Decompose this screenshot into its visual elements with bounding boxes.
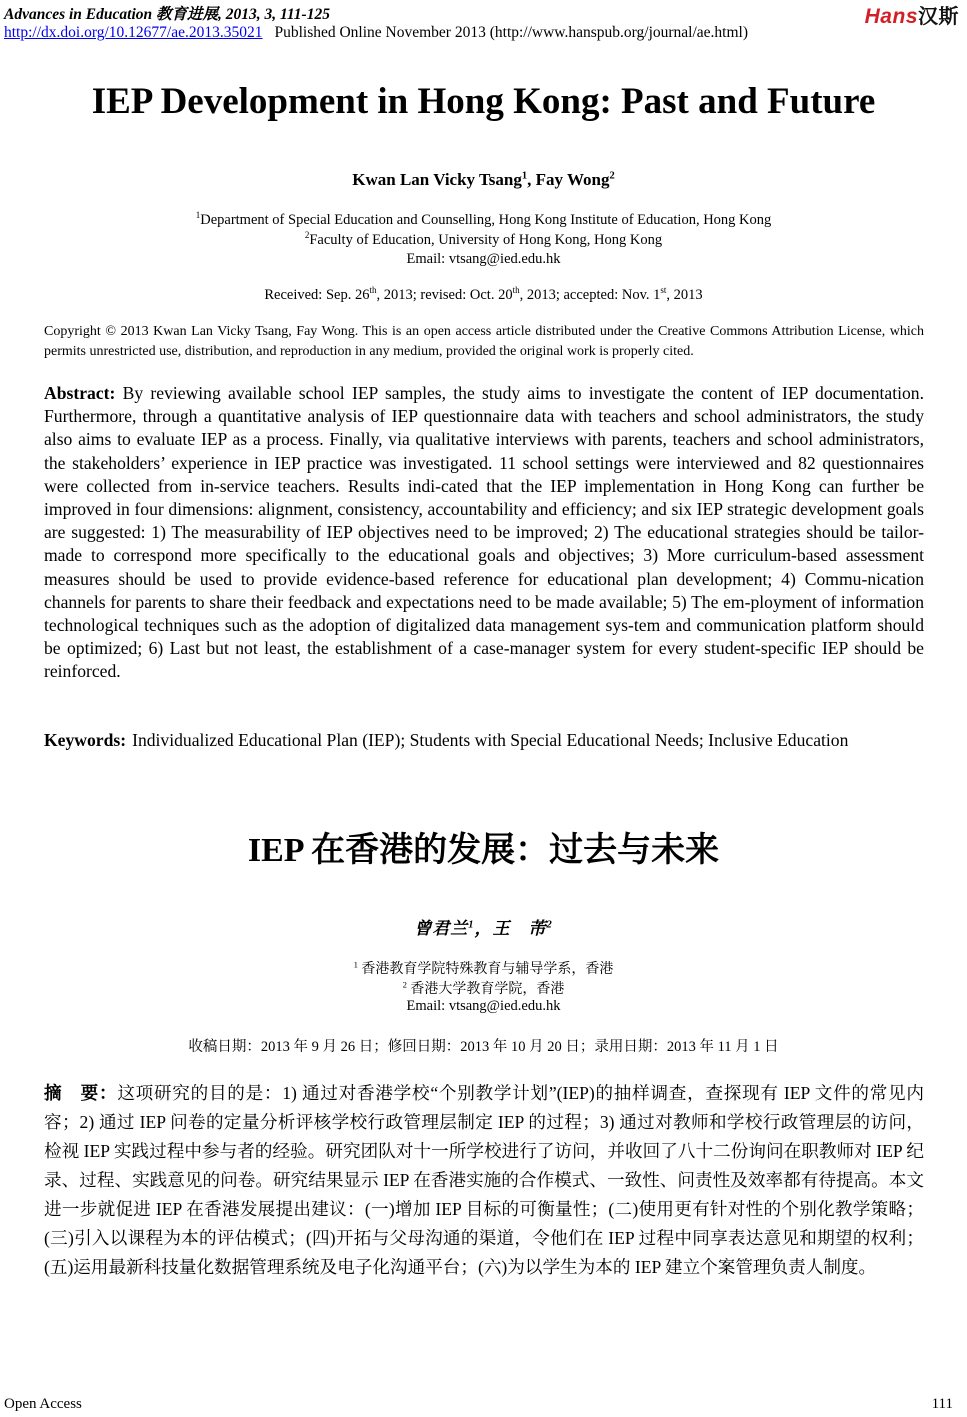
affiliation-1 — [0, 212, 967, 229]
received-dates-english — [0, 287, 967, 304]
authors-chinese — [0, 914, 967, 939]
received-dates-chinese: 收稿日期：2013 年 9 月 26 日；修回日期：2013 年 10 月 20 日；录用日期：2013 年 11 月 1 日 — [188, 1039, 779, 1055]
affiliation-2-text: Faculty of Education, University of Hong Kong, Hong Kong — [309, 232, 663, 248]
author-separator-cn: ， — [474, 919, 493, 938]
affiliation-1-text: Department of Special Education and Counselling, Hong Kong Institute of Education, Hong Kong — [200, 212, 772, 228]
author-2-cn-mark: 2 — [546, 919, 553, 931]
affiliation-1-chinese — [0, 958, 967, 978]
footer-open-access: Open Access — [4, 1396, 82, 1412]
author-2: Fay Wong — [535, 170, 610, 189]
affiliation-2-chinese — [0, 978, 967, 998]
keywords-body: Individualized Educational Plan (IEP); Students with Special Educational Needs; Inclusive Education — [132, 730, 849, 750]
affiliation-1-cn-mark: 1 — [353, 959, 358, 970]
paper-title-english: IEP Development in Hong Kong: Past and Future — [91, 81, 876, 122]
affiliation-2 — [0, 232, 967, 249]
copyright-notice: Copyright © 2013 Kwan Lan Vicky Tsang, Fay Wong. This is an open access article distributed under the Creative Commons Attribution License, which permits unrestricted use, distribution, and reproduction in any medium, provided the original work is properly cited. — [44, 324, 924, 359]
paper-title-chinese: IEP 在香港的发展：过去与未来 — [247, 832, 720, 869]
published-online-text: Published Online November 2013 (http://www.hanspub.org/journal/ae.html) — [274, 24, 749, 41]
authors-english — [0, 170, 967, 190]
author-1-affiliation-mark: 1 — [521, 170, 528, 182]
author-separator: , — [527, 170, 536, 189]
affiliation-2-cn-text: 香港大学教育学院，香港 — [410, 982, 565, 997]
keywords-english — [44, 729, 924, 753]
doi-link[interactable]: http://dx.doi.org/10.12677/ae.2013.35021 — [4, 24, 263, 41]
accepted-sup: st — [660, 285, 667, 296]
author-2-cn: 王 芾 — [492, 919, 547, 938]
abstract-label: Abstract: — [44, 383, 116, 403]
header-publication-line — [4, 24, 748, 42]
email-chinese: Email: vtsang@ied.edu.hk — [406, 998, 561, 1014]
affiliation-2-mark: 2 — [304, 230, 310, 241]
author-2-affiliation-mark: 2 — [609, 170, 615, 182]
author-1-cn: 曾君兰 — [414, 919, 469, 938]
author-1: Kwan Lan Vicky Tsang — [352, 170, 522, 189]
accepted-year: , 2013 — [666, 287, 703, 303]
email-english: Email: vtsang@ied.edu.hk — [406, 251, 561, 267]
logo-latin: Hans — [864, 5, 918, 28]
received-text: Received: Sep. 26 — [264, 287, 370, 303]
abstract-body: By reviewing available school IEP samples, the study aims to investigate the content of IEP documentation. Furthermore, through a quantitative analysis of IEP questionnaire data with teachers and school administrators, the study also aims to evaluate IEP as a process. Finally, via qualitative interviews with parents, teachers and school administrators, the stakeholders’ experience in IEP practice was investigated. 11 school settings were interviewed and 82 questionnaires were collected from in-service teachers. Results indi-cated that the IEP implementation in Hong Kong can further be improved in four dimensions: alignment, consistency, accountability and efficiency; and six IEP strategic development goals are suggested: 1) The measurability of IEP objectives need to be improved; 2) The educational strategies should be tailor-made to correspond more specifically to the educational goals and objectives; 3) More curriculum-based assessment measures should be used to provide evidence-based reference for educational plan development; 4) Commu-nication channels for parents to share their feedback and expectations need to be made available; 5) The em-ployment of information technological techniques such as the adoption of digitalized data management sys-tem and communication platform should be optimized; 6) Last but not least, the establishment of a case-manager system for every student-specific IEP should be reinforced. — [44, 383, 924, 682]
abstract-chinese — [44, 1079, 924, 1282]
revised-sup: th — [512, 285, 520, 296]
keywords-label: Keywords: — [44, 730, 127, 750]
logo-chinese: 汉斯 — [918, 6, 959, 28]
abstract-cn-body: 这项研究的目的是：1) 通过对香港学校“个别教学计划”(IEP)的抽样调查，查探现有 IEP 文件的常见内容；2) 通过 IEP 问卷的定量分析评核学校行政管理层制定 IEP 的过程；3) 通过对教师和学校行政管理层的访问，检视 IEP 实践过程中参与者的经验。研究团队对十一所学校进行了访问，并收回了八十二份询问在职教师对 IEP 纪录、过程、实践意见的问卷。研究结果显示 IEP 在香港实施的合作模式、一致性、问责性及效率都有待提高。本文进一步就促进 IEP 在香港发展提出建议：(一)增加 IEP 目标的可衡量性；(二)使用更有针对性的个别化教学策略；(三)引入以课程为本的评估模式；(四)开拓与父母沟通的渠道，令他们在 IEP 过程中同享表达意见和期望的权利；(五)运用最新科技量化数据管理系统及电子化沟通平台；(六)为以学生为本的 IEP 建立个案管理负责人制度。 — [44, 1083, 924, 1277]
affiliation-1-cn-text: 香港教育学院特殊教育与辅导学系，香港 — [361, 962, 614, 977]
accepted-text: , 2013; accepted: Nov. 1 — [519, 287, 661, 303]
journal-header: Advances in Education 教育进展, 2013, 3, 111-125 — [4, 6, 330, 23]
publisher-logo — [865, 0, 959, 29]
abstract-cn-label: 摘 要： — [44, 1083, 118, 1103]
affiliation-1-mark: 1 — [195, 210, 201, 221]
page-number: 111 — [931, 1396, 953, 1412]
author-1-cn-mark: 1 — [468, 919, 475, 931]
abstract-english — [44, 382, 924, 684]
affiliation-2-cn-mark: 2 — [402, 979, 407, 990]
revised-text: , 2013; revised: Oct. 20 — [376, 287, 513, 303]
received-sup: th — [369, 285, 377, 296]
